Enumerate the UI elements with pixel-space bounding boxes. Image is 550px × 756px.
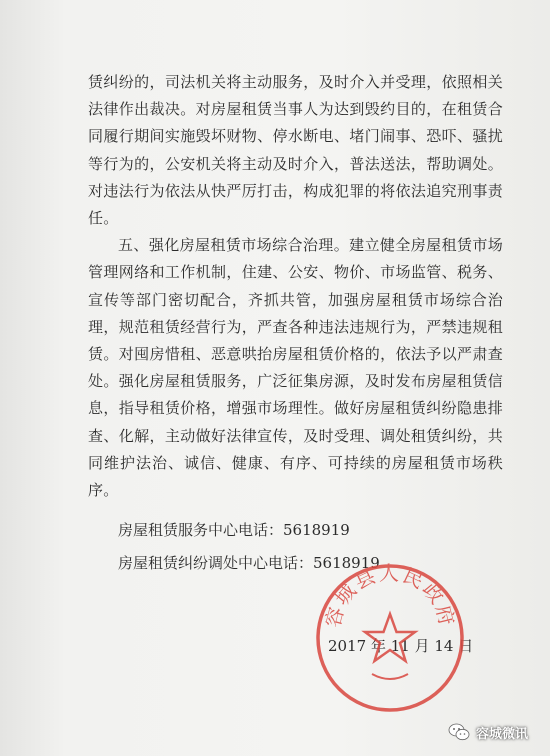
svg-text:容城县人民政府 [320,562,459,630]
watermark [448,720,528,744]
paragraph-continuation: 赁纠纷的，司法机关将主动服务，及时介入并受理，依照相关法律作出裁决。对房屋租赁当事人为达到毁约目的，在租赁合同履行期间实施毁坏财物、停水断电、堵门闹事、恐吓、骚扰等行为的，公安机关将主动及时介入，普法送法，帮助调处。对违法行为依法从快严厉打击，构成犯罪的将依法追究刑事责任。 [88,73,503,228]
seal-star-icon [365,614,415,661]
wechat-icon [448,722,470,742]
dispute-center-phone: 房屋租赁纠纷调处中心电话：5618919 [118,554,380,572]
document-date: 2017 年 11 月 14 日 [328,637,474,655]
watermark-text: 容城微讯 [476,726,529,742]
seal-text: 容城县人民政府 [320,562,460,630]
government-seal [314,562,466,714]
service-center-phone: 房屋租赁服务中心电话：5618919 [118,521,350,539]
document-body [88,69,503,504]
paragraph-market-governance: 五、强化房屋租赁市场综合治理。建立健全房屋租赁市场管理网络和工作机制，住建、公安、物价、市场监管、税务、宣传等部门密切配合，齐抓共管，加强房屋租赁市场综合治理，规范租赁经营行为，严查各种违法违规行为，严禁违规租赁。对囤房惜租、恶意哄抬房屋租赁价格的，依法予以严肃查处。强化房屋租赁服务，广泛征集房源，及时发布房屋租赁信息，指导租赁价格，增强市场理性。做好房屋租赁纠纷隐患排查、化解，主动做好法律宣传，及时受理、调处租赁纠纷，共同维护法治、诚信、健康、有序、可持续的房屋租赁市场秩序。 [88,236,503,500]
